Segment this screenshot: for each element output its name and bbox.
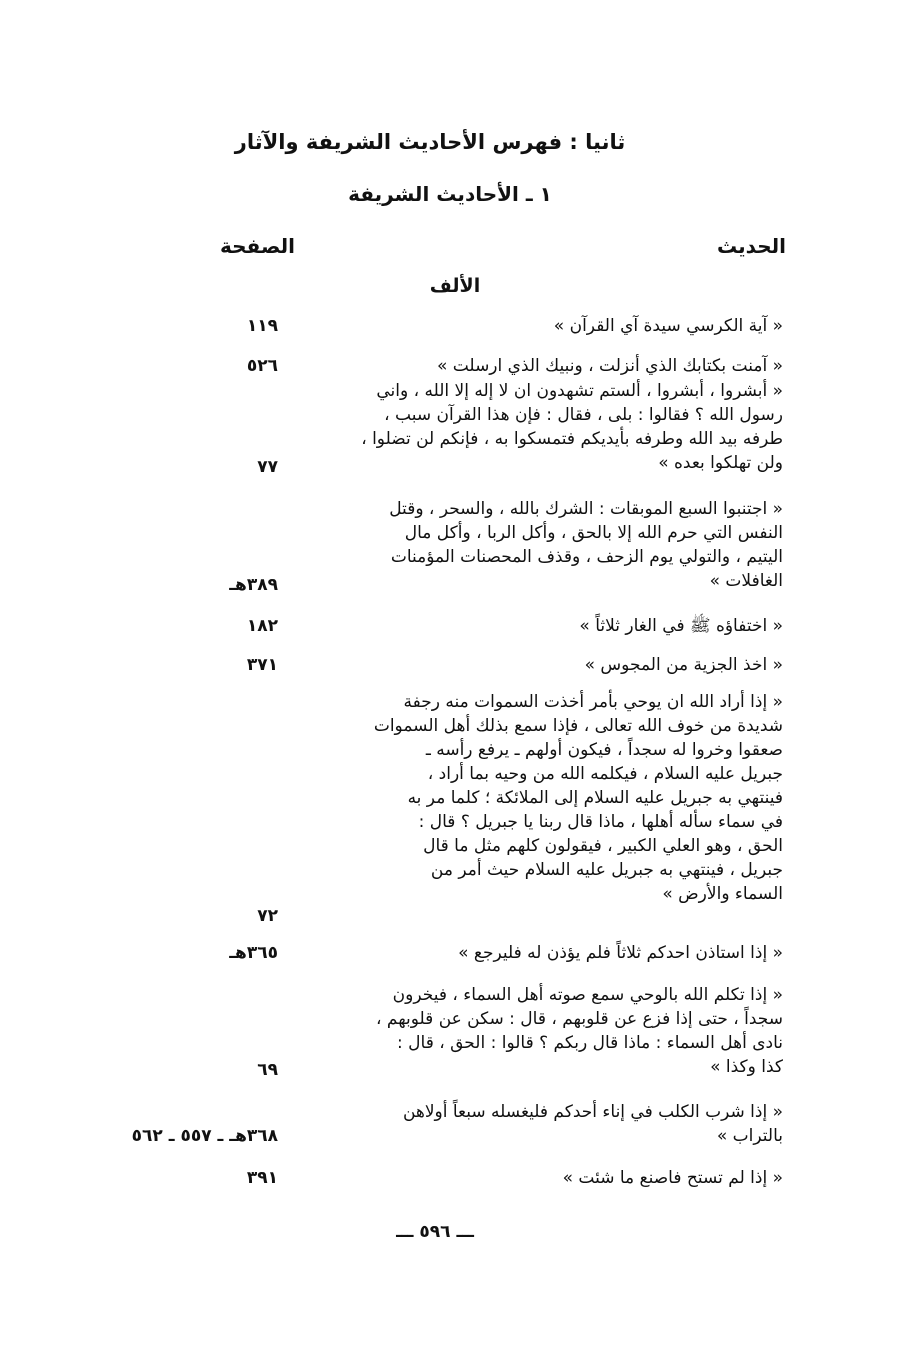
index-title: ثانيا : فهرس الأحاديث الشريفة والآثار	[234, 130, 626, 154]
hadith-text: « إذا لم تستح فاصنع ما شئت »	[562, 1168, 783, 1188]
letter-heading: الألف	[429, 275, 481, 297]
hadith-text: « إذا تكلم الله بالوحي سمع صوته أهل السماء ، فيخرون سجداً ، حتى إذا فزع عن قلوبهم ، قال : سكن عن قلوبهم ، نادى أهل السماء : ماذا قال ربكم ؟ قالوا : الحق ، قال : كذا وكذا »	[375, 985, 783, 1077]
page-reference: ١٨٢	[246, 616, 278, 636]
hadith-text: « إذا أراد الله ان يوحي بأمر أخذت السموات منه رجفة شديدة من خوف الله تعالى ، فإذا سمع بذلك أهل السموات صعقوا وخروا له سجداً ، فيكون أولهم ـ يرفع رأسه ـ جبريل عليه السلام ، فيكلمه الله من وحيه بما أراد ، فينتهي به جبريل عليه السلام إلى الملائكة ؛ كلما مر به في سماء سأله أهلها ، ماذا قال ربنا يا جبريل ؟ قال : الحق ، وهو العلي الكبير ، فيقولون كلهم مثل ما قال جبريل ، فينتهي به جبريل عليه السلام حيث أمر من السماء والأرض »	[373, 692, 783, 904]
hadith-text: « آية الكرسي سيدة آي القرآن »	[553, 316, 783, 336]
page-reference: ٣٩١	[246, 1168, 278, 1188]
column-header-hadith: الحديث	[716, 234, 786, 258]
section-title: ١ ـ الأحاديث الشريفة	[348, 182, 552, 206]
page-reference: ٥٢٦	[246, 356, 278, 376]
page-reference: ٣٦٨هـ ـ ٥٥٧ ـ ٥٦٢	[131, 1126, 278, 1146]
page-reference: ٧٧	[257, 457, 278, 477]
hadith-text: « آمنت بكتابك الذي أنزلت ، ونبيك الذي ارسلت »	[436, 356, 783, 376]
page-reference: ٣٦٥هـ	[229, 943, 278, 963]
hadith-text: « اختفاؤه ﷺ في الغار ثلاثاً »	[579, 616, 783, 636]
hadith-text: « اجتنبوا السبع الموبقات : الشرك بالله ، والسحر ، وقتل النفس التي حرم الله إلا بالحق ، وأكل الربا ، وأكل مال اليتيم ، والتولي يوم الزحف ، وقذف المحصنات المؤمنات الغافلات »	[389, 499, 783, 591]
page-reference: ٣٧١	[246, 655, 278, 675]
page-reference: ١١٩	[246, 316, 278, 336]
page-reference: ٣٨٩هـ	[229, 575, 278, 595]
column-header-page: الصفحة	[220, 234, 296, 258]
page-reference: ٦٩	[257, 1060, 278, 1080]
page-number: ـــ ٥٩٦ ـــ	[396, 1222, 474, 1242]
hadith-text: « اخذ الجزية من المجوس »	[584, 655, 783, 675]
hadith-text: « إذا استاذن احدكم ثلاثاً فلم يؤذن له فليرجع »	[458, 943, 783, 963]
page-reference: ٧٢	[257, 906, 278, 926]
hadith-text: « إذا شرب الكلب في إناء أحدكم فليغسله سبعاً أولاهن بالتراب »	[402, 1102, 783, 1146]
hadith-text: « أبشروا ، أبشروا ، ألستم تشهدون ان لا إله إلا الله ، واني رسول الله ؟ فقالوا : بلى ، فقال : فإن هذا القرآن سبب ، طرفه بيد الله وطرفه بأيديكم فتمسكوا به ، فإنكم لن تضلوا ، ولن تهلكوا بعده »	[361, 381, 783, 473]
